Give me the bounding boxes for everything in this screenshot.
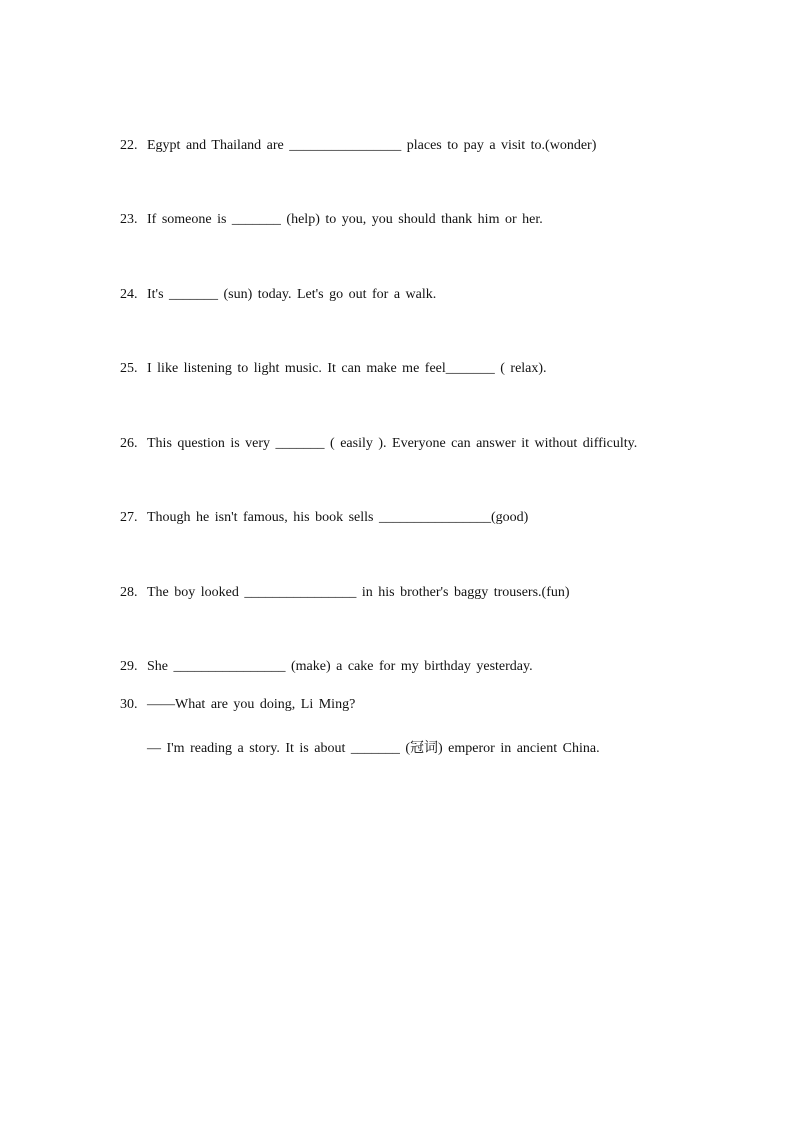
question-29 [120,658,533,676]
question-text: She ________________ (make) a cake for my birthday yesterday. [147,659,533,674]
question-23 [120,211,543,229]
question-text: I like listening to light music. It can make me feel_______ ( relax). [147,361,547,376]
question-number: 27. [120,510,138,525]
question-number: 26. [120,436,138,451]
question-number: 28. [120,585,138,600]
question-number: 22. [120,138,138,153]
question-number: 29. [120,659,138,674]
question-30-reply: — I'm reading a story. It is about _______ (冠词) emperor in ancient China. [147,741,600,756]
question-26 [120,435,637,453]
question-number: 25. [120,361,138,376]
question-number: 23. [120,212,138,227]
question-text: This question is very _______ ( easily ). Everyone can answer it without difficulty. [147,436,638,451]
question-22 [120,137,596,155]
question-25 [120,360,547,378]
question-28 [120,584,570,602]
question-27 [120,509,528,527]
question-text: Egypt and Thailand are ________________ places to pay a visit to.(wonder) [147,138,597,153]
question-text: It's _______ (sun) today. Let's go out for a walk. [147,287,437,302]
question-text: Though he isn't famous, his book sells ________________(good) [147,510,529,525]
question-24 [120,286,436,304]
question-text: The boy looked ________________ in his brother's baggy trousers.(fun) [147,585,570,600]
question-text: ——What are you doing, Li Ming? [147,697,356,712]
question-number: 24. [120,287,138,302]
question-30 [120,696,355,714]
question-number: 30. [120,697,138,712]
question-text: If someone is _______ (help) to you, you should thank him or her. [147,212,543,227]
